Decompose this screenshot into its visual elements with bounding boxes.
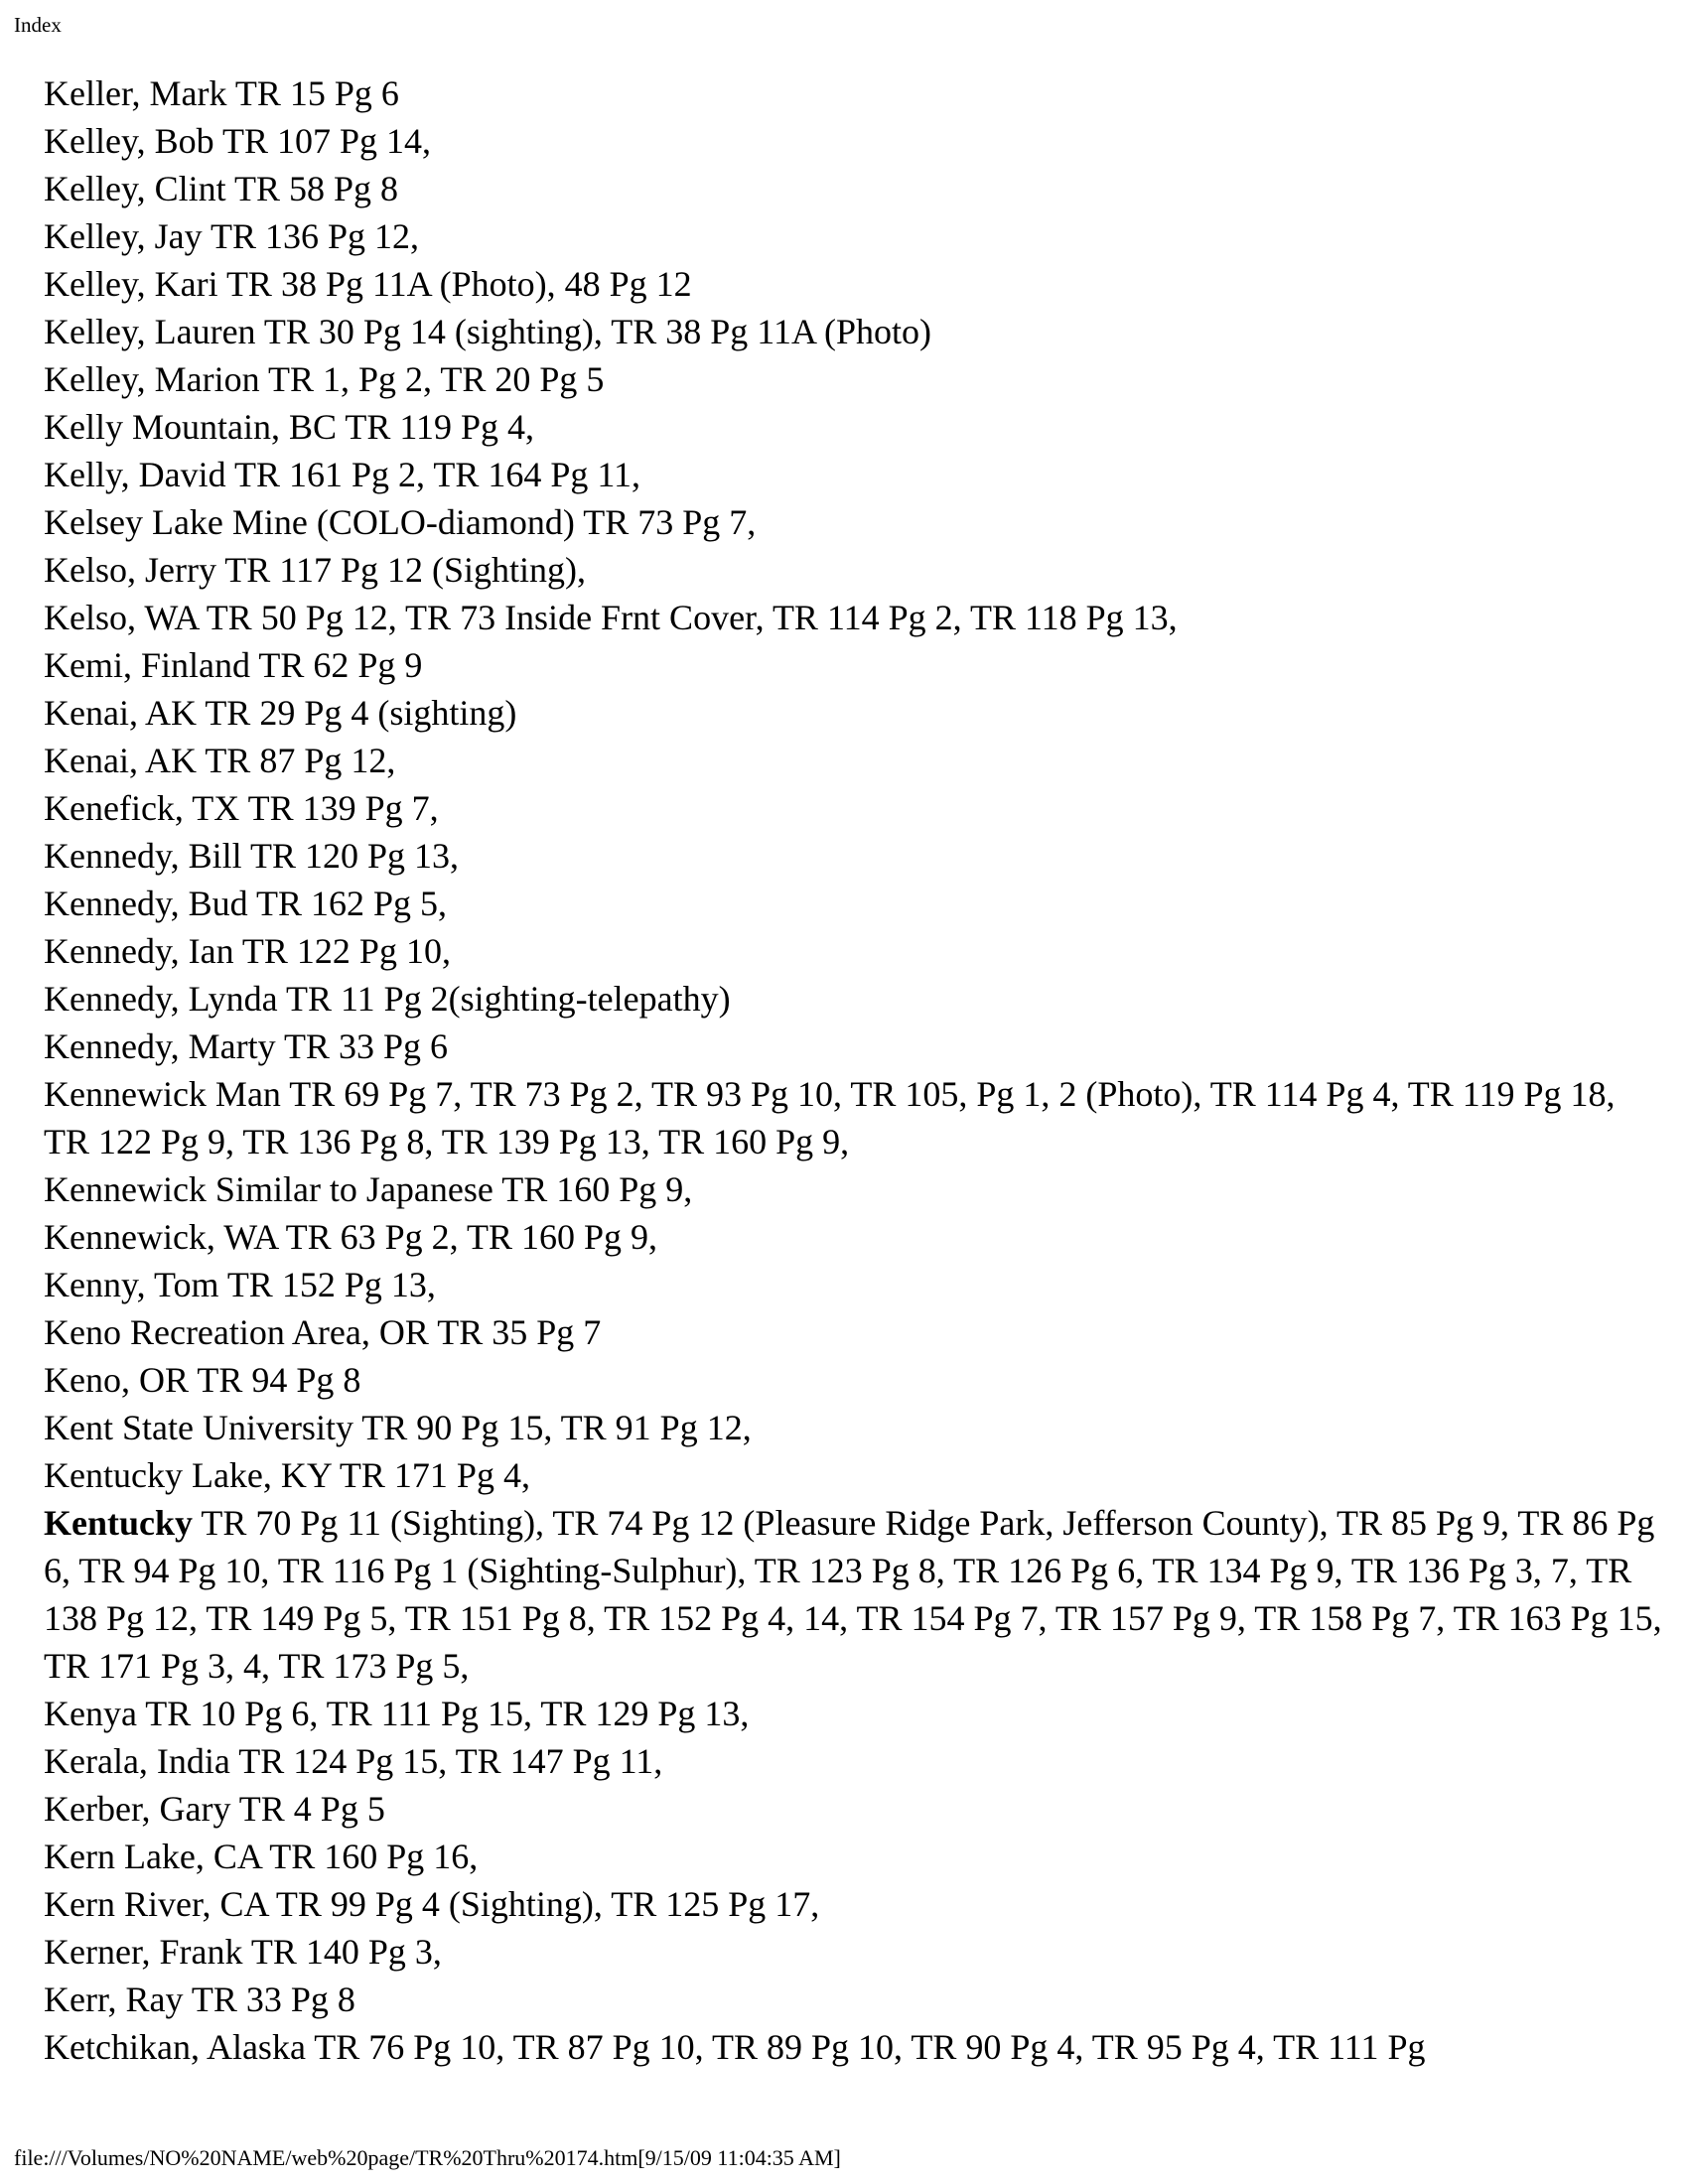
index-entry-text: Kelso, WA TR 50 Pg 12, TR 73 Inside Frnt Cover, TR 114 Pg 2, TR 118 Pg 13, bbox=[44, 598, 1178, 637]
index-entry-text: Keno Recreation Area, OR TR 35 Pg 7 bbox=[44, 1312, 602, 1352]
index-entry-text: Keller, Mark TR 15 Pg 6 bbox=[44, 73, 399, 113]
index-entry bbox=[44, 1833, 1662, 1880]
index-entry bbox=[44, 1785, 1662, 1833]
index-entry-text: Kenai, AK TR 87 Pg 12, bbox=[44, 741, 396, 780]
index-entry-text: Ketchikan, Alaska TR 76 Pg 10, TR 87 Pg 10, TR 89 Pg 10, TR 90 Pg 4, TR 95 Pg 4, TR 111 Pg bbox=[44, 2027, 1426, 2067]
index-entry-text: Kelley, Jay TR 136 Pg 12, bbox=[44, 216, 419, 256]
index-entry bbox=[44, 355, 1662, 403]
index-entry bbox=[44, 1261, 1662, 1308]
index-entry-text: TR 70 Pg 11 (Sighting), TR 74 Pg 12 (Pleasure Ridge Park, Jefferson County), TR 85 Pg 9, TR 86 Pg 6, TR 94 Pg 10, TR 116 Pg 1 (Sighting-Sulphur), TR 123 Pg 8, TR 126 Pg 6, TR 134 Pg 9, TR 136 Pg 3, 7, TR 138 Pg 12, TR 149 Pg 5, TR 151 Pg 8, TR 152 Pg 4, 14, TR 154 Pg 7, TR 157 Pg 9, TR 158 Pg 7, TR 163 Pg 15, TR 171 Pg 3, 4, TR 173 Pg 5, bbox=[44, 1503, 1662, 1686]
index-entry bbox=[44, 117, 1662, 165]
index-entry-text: Kentucky Lake, KY TR 171 Pg 4, bbox=[44, 1455, 530, 1495]
index-entry-text: Kerala, India TR 124 Pg 15, TR 147 Pg 11, bbox=[44, 1741, 663, 1781]
index-entry-text: Kelso, Jerry TR 117 Pg 12 (Sighting), bbox=[44, 550, 586, 590]
index-entry bbox=[44, 737, 1662, 784]
index-entry-text: Kern River, CA TR 99 Pg 4 (Sighting), TR 125 Pg 17, bbox=[44, 1884, 820, 1924]
index-entry-text: Kelly, David TR 161 Pg 2, TR 164 Pg 11, bbox=[44, 455, 641, 494]
index-entry bbox=[44, 832, 1662, 880]
index-entry-text: Kenefick, TX TR 139 Pg 7, bbox=[44, 788, 439, 828]
index-entry bbox=[44, 1880, 1662, 1928]
index-entry bbox=[44, 689, 1662, 737]
index-entry-list bbox=[44, 69, 1662, 2071]
index-entry-text: Kelley, Lauren TR 30 Pg 14 (sighting), TR 38 Pg 11A (Photo) bbox=[44, 312, 931, 351]
index-entry-text: Kerber, Gary TR 4 Pg 5 bbox=[44, 1789, 385, 1829]
index-entry bbox=[44, 403, 1662, 451]
index-entry-text: Kent State University TR 90 Pg 15, TR 91 Pg 12, bbox=[44, 1408, 752, 1447]
index-entry-text: Kennedy, Ian TR 122 Pg 10, bbox=[44, 931, 451, 971]
index-entry-text: Kelley, Bob TR 107 Pg 14, bbox=[44, 121, 432, 161]
index-entry bbox=[44, 498, 1662, 546]
index-entry bbox=[44, 1976, 1662, 2023]
index-entry bbox=[44, 641, 1662, 689]
index-entry-text: Kennedy, Bill TR 120 Pg 13, bbox=[44, 836, 460, 876]
index-entry bbox=[44, 212, 1662, 260]
index-entry bbox=[44, 546, 1662, 594]
index-entry bbox=[44, 1213, 1662, 1261]
index-entry-text: Kern Lake, CA TR 160 Pg 16, bbox=[44, 1837, 479, 1876]
page-header: Index bbox=[14, 13, 62, 37]
index-entry bbox=[44, 1165, 1662, 1213]
index-entry bbox=[44, 1356, 1662, 1404]
index-entry bbox=[44, 975, 1662, 1023]
index-entry bbox=[44, 1308, 1662, 1356]
index-entry-heading: Kentucky bbox=[44, 1503, 194, 1543]
index-entry-text: Kennedy, Lynda TR 11 Pg 2(sighting-telepathy) bbox=[44, 979, 731, 1019]
index-entry-text: Kelley, Marion TR 1, Pg 2, TR 20 Pg 5 bbox=[44, 359, 605, 399]
index-entry-text: Kenya TR 10 Pg 6, TR 111 Pg 15, TR 129 Pg 13, bbox=[44, 1694, 750, 1733]
index-entry bbox=[44, 927, 1662, 975]
index-entry bbox=[44, 1737, 1662, 1785]
index-entry-text: Kennedy, Marty TR 33 Pg 6 bbox=[44, 1026, 448, 1066]
index-entry bbox=[44, 1070, 1662, 1165]
index-entry-text: Kelsey Lake Mine (COLO-diamond) TR 73 Pg 7, bbox=[44, 502, 757, 542]
index-entry bbox=[44, 594, 1662, 641]
index-entry-text: Kerner, Frank TR 140 Pg 3, bbox=[44, 1932, 442, 1972]
index-entry-text: Kennewick Similar to Japanese TR 160 Pg 9, bbox=[44, 1169, 693, 1209]
index-entry-text: Kemi, Finland TR 62 Pg 9 bbox=[44, 645, 423, 685]
page-footer-url: file:///Volumes/NO%20NAME/web%20page/TR%20Thru%20174.htm[9/15/09 11:04:35 AM] bbox=[14, 2145, 841, 2170]
index-entry bbox=[44, 308, 1662, 355]
index-entry-text: Kenny, Tom TR 152 Pg 13, bbox=[44, 1265, 436, 1304]
index-entry-text: Kenai, AK TR 29 Pg 4 (sighting) bbox=[44, 693, 517, 733]
index-entry bbox=[44, 2023, 1662, 2071]
index-entry bbox=[44, 451, 1662, 498]
index-entry bbox=[44, 1690, 1662, 1737]
index-entry bbox=[44, 1023, 1662, 1070]
index-entry bbox=[44, 1499, 1662, 1690]
index-entry bbox=[44, 165, 1662, 212]
index-entry bbox=[44, 1928, 1662, 1976]
index-entry bbox=[44, 1404, 1662, 1451]
index-entry-text: Kelly Mountain, BC TR 119 Pg 4, bbox=[44, 407, 535, 447]
index-entry-text: Keno, OR TR 94 Pg 8 bbox=[44, 1360, 361, 1400]
index-entry-text: Kennewick Man TR 69 Pg 7, TR 73 Pg 2, TR 93 Pg 10, TR 105, Pg 1, 2 (Photo), TR 114 Pg 4, TR 119 Pg 18, TR 122 Pg 9, TR 136 Pg 8, TR 139 Pg 13, TR 160 Pg 9, bbox=[44, 1074, 1616, 1161]
index-entry bbox=[44, 69, 1662, 117]
index-entry-text: Kelley, Kari TR 38 Pg 11A (Photo), 48 Pg 12 bbox=[44, 264, 692, 304]
index-entry-text: Kerr, Ray TR 33 Pg 8 bbox=[44, 1979, 355, 2019]
index-entry-text: Kennedy, Bud TR 162 Pg 5, bbox=[44, 884, 448, 923]
index-entry-text: Kennewick, WA TR 63 Pg 2, TR 160 Pg 9, bbox=[44, 1217, 658, 1257]
index-entry bbox=[44, 880, 1662, 927]
index-entry bbox=[44, 1451, 1662, 1499]
index-entry bbox=[44, 784, 1662, 832]
index-entry bbox=[44, 260, 1662, 308]
index-entry-text: Kelley, Clint TR 58 Pg 8 bbox=[44, 169, 399, 208]
